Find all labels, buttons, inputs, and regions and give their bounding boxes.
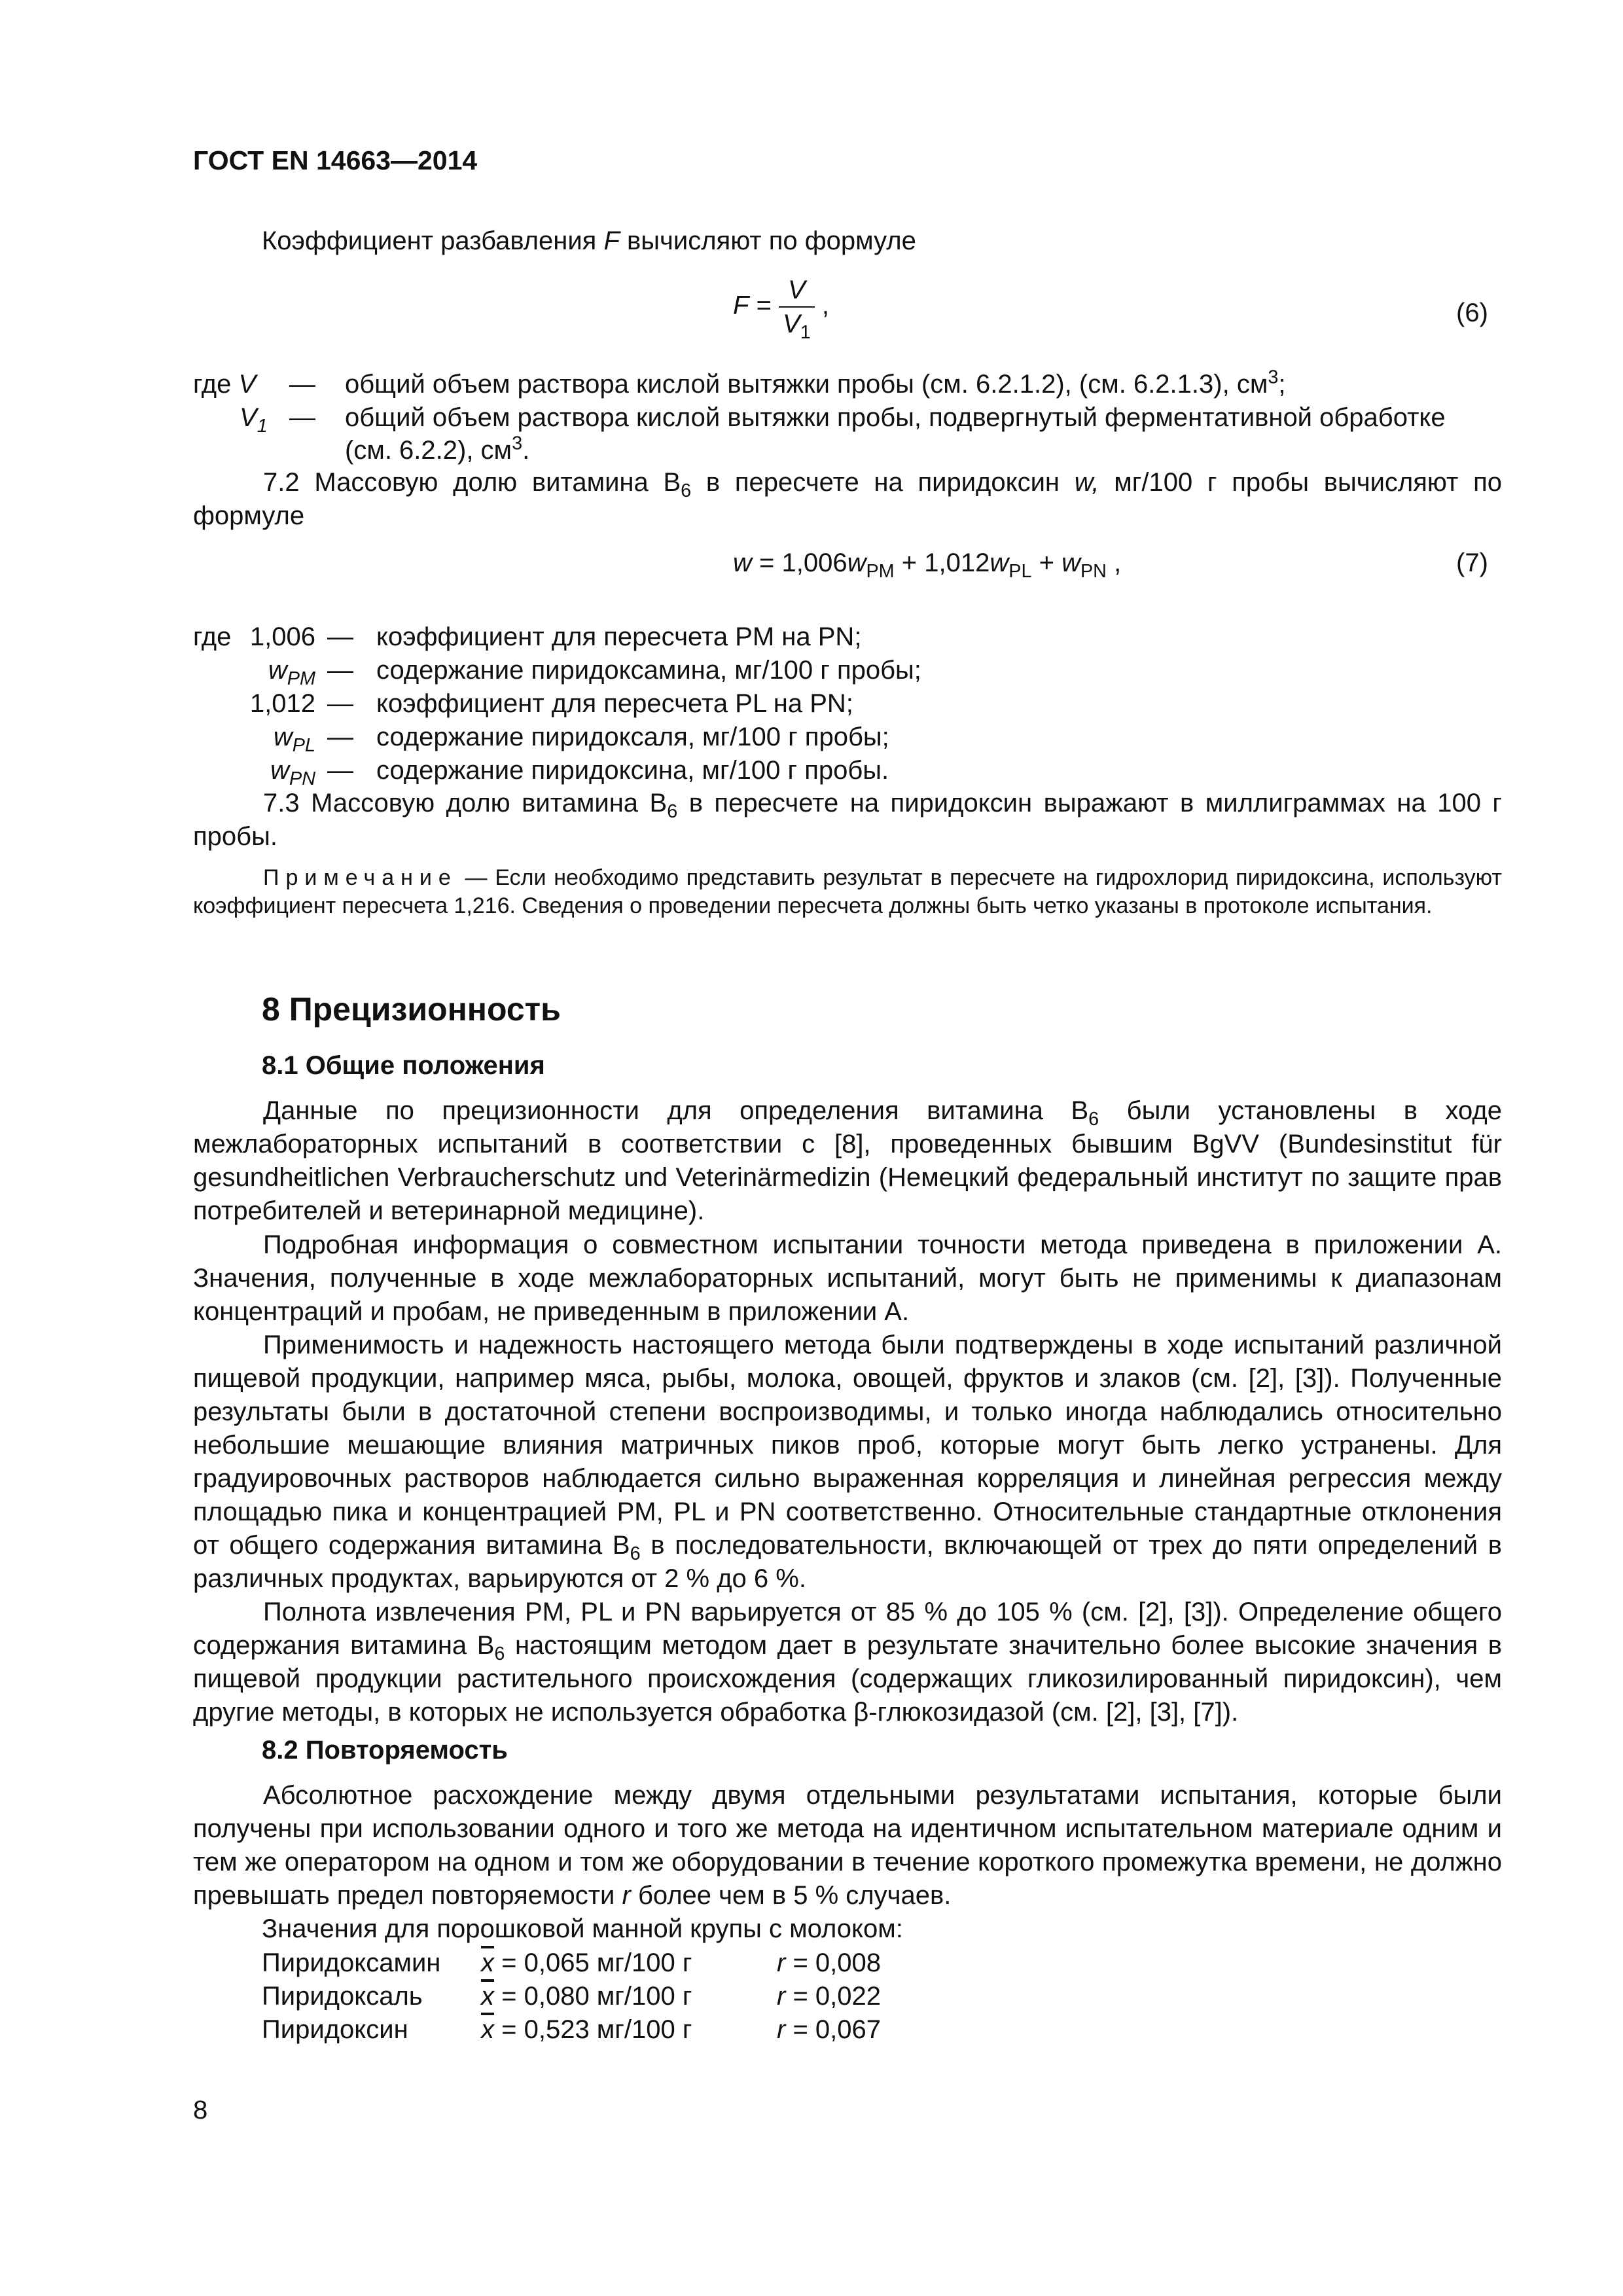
note: Примечание — Если необходимо представить результат в пересчете на гидрохлорид пиридоксина, используют коэффициент пересчета 1,216. Сведения о проведении пересчета должны быть четко указаны в протоколе испытания.	[193, 865, 1502, 918]
repeatability-limit: r = 0,067	[777, 2015, 882, 2044]
compound-name: Пиридоксаль	[262, 1982, 423, 2011]
section-8-1-p1: Данные по прецизионности для определения витамина $B_6$ были установлены в ходе межлабораторных испытаний в соответствии с [8], проведенных бывшим BgVV (Bundesinstitut für gesundheitlichen Verbraucherschutz und Veterinärmedizin (Немецкий федеральный институт по защите прав потребителей и ветеринарной медицине).	[193, 1096, 1503, 1225]
document-id: ГОСТ EN 14663—2014	[193, 145, 478, 175]
section-8-2-p1: Абсолютное расхождение между двумя отдельными результатами испытания, которые были получены при использовании одного и того же метода на идентичном испытательном материале одним и тем же оператором на одном и том же оборудовании в течение короткого промежутка времени, не должно превышать предел повторяемости r более чем в 5 % случаев.	[193, 1781, 1502, 1910]
defs7-text: содержание пиридоксамина, мг/100 г пробы;	[376, 656, 921, 685]
defs6-v-text: общий объем раствора кислой вытяжки пробы (см. 6.2.1.2), (см. 6.2.1.3), $см^3$;	[345, 367, 1286, 399]
defs7-symbol: 1,006	[249, 622, 315, 651]
defs7-text: коэффициент для пересчета PM на PN;	[376, 622, 862, 651]
defs7-symbol: $w_{PN}$	[270, 756, 315, 789]
defs6-v1-text-2: (см. 6.2.2), $см^3$.	[345, 433, 530, 465]
mean-value: $\overline{x} = 0,523$ мг/100 г	[481, 2015, 692, 2044]
defs6-where: где V	[193, 370, 257, 399]
formula-7: $w = 1,006w_{PM} + 1,012w_{PL} + w_{PN}$ ,	[733, 548, 1122, 582]
defs7-dash: —	[327, 689, 353, 718]
mean-value: $\overline{x} = 0,065$ мг/100 г	[481, 1948, 692, 1977]
defs7-text: содержание пиридоксаля, мг/100 г пробы;	[376, 723, 889, 751]
repeatability-limit: r = 0,022	[777, 1982, 882, 2011]
paragraph-7-3: 7.3 Массовую долю витамина $B_6$ в пересчете на пиридоксин выражают в миллиграммах на 100 г пробы.	[193, 789, 1503, 851]
formula-6: F = $\frac{V}{V_1}$ ,	[733, 274, 829, 340]
compound-name: Пиридоксин	[262, 2015, 408, 2044]
defs6-dash-2: —	[289, 403, 315, 432]
section-8-1-title: 8.1 Общие положения	[262, 1051, 545, 1080]
defs6-v1-text-1: общий объем раствора кислой вытяжки пробы, подвергнутый ферментативной обработке	[345, 403, 1446, 432]
section-8-1-p2: Подробная информация о совместном испытании точности метода приведена в приложении А. Значения, полученные в ходе межлабораторных испытаний, могут быть не применимы к диапазонам концентраций и пробам, не приведенным в приложении А.	[193, 1230, 1502, 1326]
mean-value: $\overline{x} = 0,080$ мг/100 г	[481, 1982, 692, 2011]
table-row	[262, 1980, 1047, 2013]
repeatability-limit: r = 0,008	[777, 1948, 882, 1977]
defs7-where: где	[193, 622, 232, 651]
formula-7-number: (7)	[1456, 548, 1488, 577]
formula-6-number: (6)	[1456, 298, 1488, 327]
defs7-dash: —	[327, 656, 353, 685]
section-8-1-p4: Полнота извлечения PM, PL и PN варьируется от 85 % до 105 % (см. [2], [3]). Определение общего содержания витамина $B_6$ настоящим методом дает в результате значительно более высокие значения в пищевой продукции растительного происхождения (содержащих гликозилированный пиридоксин), чем другие методы, в которых не используется обработка β-глюкозидазой (см. [2], [3], [7]).	[193, 1598, 1502, 1727]
defs7-dash: —	[327, 723, 353, 751]
defs6-v1-sym: $V_1$	[240, 403, 268, 437]
section-8-title: 8 Прецизионность	[262, 991, 561, 1028]
defs7-symbol: 1,012	[249, 689, 315, 718]
dilution-intro: Коэффициент разбавления F вычисляют по формуле	[262, 226, 916, 255]
defs7-dash: —	[327, 622, 353, 651]
defs7-symbol: $w_{PL}$	[273, 723, 315, 756]
values-intro: Значения для порошковой манной крупы с молоком:	[262, 1914, 903, 1943]
section-8-1-p3: Применимость и надежность настоящего метода были подтверждены в ходе испытаний различной пищевой продукции, например мяса, рыбы, молока, овощей, фруктов и злаков (см. [2], [3]). Полученные результаты были в достаточной степени воспроизводимы, и только иногда наблюдались относительно небольшие мешающие влияния матричных пиков проб, которые могут быть легко устранены. Для градуировочных растворов наблюдается сильно выраженная корреляция и линейная регрессия между площадью пика и концентрацией PM, PL и PN соответственно. Относительные стандартные отклонения от общего содержания витамина $B_6$ в последовательности, включающей от трех до пяти определений в различных продуктах, варьируются от 2 % до 6 %.	[193, 1331, 1502, 1593]
table-row	[262, 2013, 1047, 2046]
paragraph-7-2: 7.2 Массовую долю витамина $B_6$ в пересчете на пиридоксин w, мг/100 г пробы вычисляют по формуле	[193, 468, 1502, 530]
table-row	[262, 1946, 1047, 1979]
fraction: $\frac{V}{V_1}$	[779, 274, 815, 340]
section-8-2-title: 8.2 Повторяемость	[262, 1736, 508, 1765]
compound-name: Пиридоксамин	[262, 1948, 441, 1977]
defs7-symbol: $w_{PM}$	[268, 656, 315, 689]
defs7-text: содержание пиридоксина, мг/100 г пробы.	[376, 756, 889, 785]
defs7-dash: —	[327, 756, 353, 785]
page-number: 8	[193, 2096, 208, 2125]
defs7-text: коэффициент для пересчета PL на PN;	[376, 689, 853, 718]
defs6-dash-1: —	[289, 370, 315, 399]
